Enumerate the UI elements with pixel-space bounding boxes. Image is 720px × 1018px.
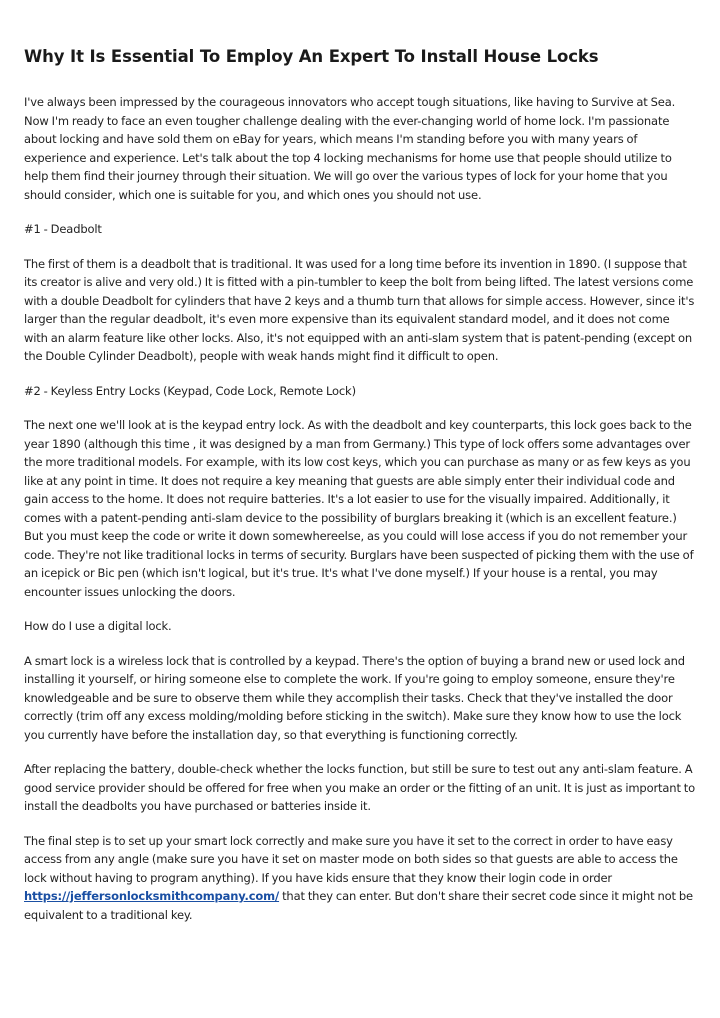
smart-lock-paragraph: A smart lock is a wireless lock that is controlled by a keypad. There's the option of buying a brand new or used lock and installing it yourself, or hiring someone else to complete the work. If you're going to employ someone, ensure they're knowledgeable and be sure to observe them while they accomplish their tasks. Check that they've installed the door correctly (trim off any excess molding/molding before sticking in the switch). Make sure they know how to use the lock you currently have before the installation day, so that everything is functioning correctly. bbox=[24, 653, 685, 742]
section-heading-digital-lock: How do I use a digital lock. bbox=[24, 619, 172, 633]
article-title: Why It Is Essential To Employ An Expert To Install House Locks bbox=[24, 47, 599, 66]
final-step-text-after: that they can enter. But don't share their secret code since it might not be equivalent to a traditional key. bbox=[24, 889, 693, 922]
deadbolt-paragraph: The first of them is a deadbolt that is traditional. It was used for a long time before its invention in 1890. (I suppose that its creator is alive and very old.) It is fitted with a pin-tumbler to keep the bolt from being lifted. The latest versions come with a double Deadbolt for cylinders that have 2 keys and a thumb turn that allows for simple access. However, since it's larger than the regular deadbolt, it's even more expensive than its equivalent standard model, and it does not come with an alarm feature like other locks. Also, it's not equipped with an anti-slam system that is patent-pending (except on the Double Cylinder Deadbolt), people with weak hands might find it difficult to open. bbox=[24, 256, 695, 363]
intro-paragraph: I've always been impressed by the courageous innovators who accept tough situations, like having to Survive at Sea. Now I'm ready to face an even tougher challenge dealing with the ever-changing world of home lock. I'm passionate about locking and have sold them on eBay for years, which means I'm standing before you with many years of experience and experience. Let's talk about the top 4 locking mechanisms for home use that people should utilize to help them find their journey through their situation. We will go over the various types of lock for your home that you should consider, which one is suitable for you, and which ones you should not use. bbox=[24, 95, 676, 202]
battery-paragraph: After replacing the battery, double-check whether the locks function, but still be sure to test out any anti-slam feature. A good service provider should be offered for free when you make an order or the fitting of an unit. It is just as important to install the deadbolts you have purchased or batteries inside it. bbox=[24, 762, 696, 813]
locksmith-link[interactable]: https://jeffersonlocksmithcompany.com/ bbox=[24, 889, 280, 903]
final-step-paragraph bbox=[24, 832, 696, 925]
section-heading-deadbolt: #1 - Deadbolt bbox=[24, 222, 102, 236]
section-heading-keyless: #2 - Keyless Entry Locks (Keypad, Code Lock, Remote Lock) bbox=[24, 383, 356, 398]
keyless-paragraph: The next one we'll look at is the keypad entry lock. As with the deadbolt and key counterparts, this lock goes back to the year 1890 (although this time , it was designed by a man from Germany.) This type of lock offers some advantages over the more traditional models. For example, with its low cost keys, which you can purchase as many or as few keys as you like at any point in time. It does not require a key meaning that guests are able simply enter their individual code and gain access to the home. It does not require batteries. It's a lot easier to use for the visually impaired. Additionally, it comes with a patent-pending anti-slam device to the possibility of burglars breaking it (which is an excellent feature.) But you must keep the code or write it down somewhereelse, as you could will lose access if you do not remember your code. They're not like traditional locks in terms of security. Burglars have been suspected of picking them with the use of an icepick or Bic pen (which isn't logical, but it's true. It's what I've done myself.) If your house is a rental, you may encounter issues unlocking the doors. bbox=[24, 418, 694, 599]
final-step-text-before: The final step is to set up your smart lock correctly and make sure you have it set to the correct in order to have easy access from any angle (make sure you have it set on master mode on both sides so that guests are able to access the lock without having to program anything). If you have kids ensure that they know their login code in order bbox=[24, 833, 678, 885]
